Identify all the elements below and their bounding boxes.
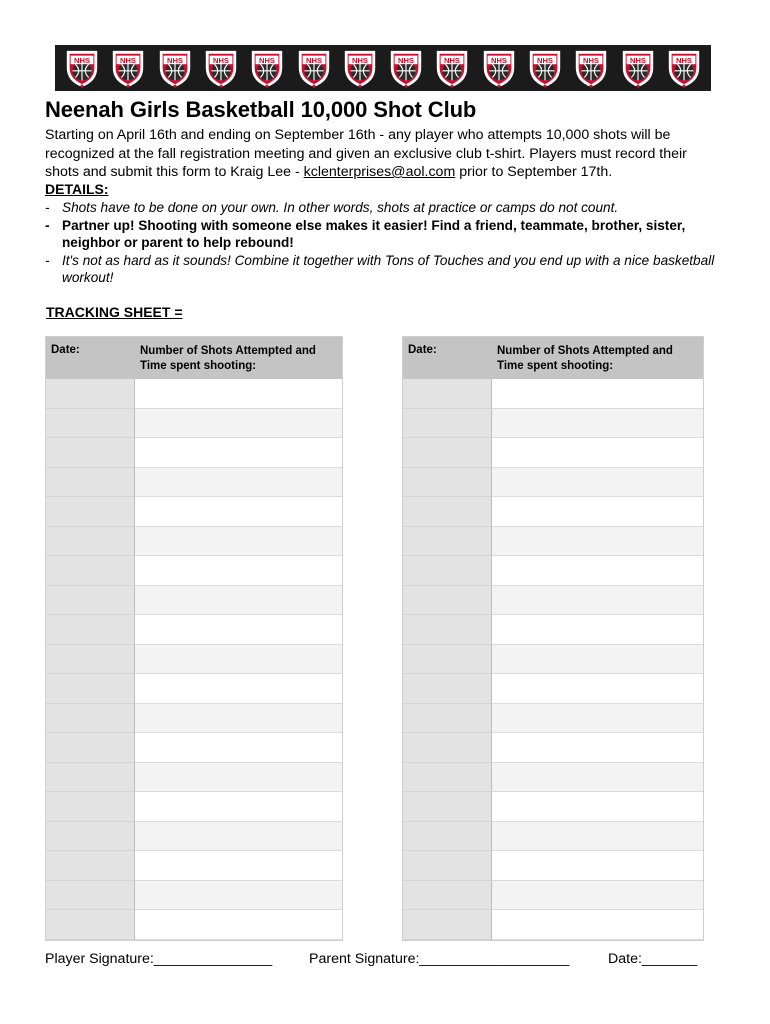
svg-text:NHS: NHS <box>536 55 553 65</box>
shots-cell[interactable] <box>135 881 342 911</box>
date-cell[interactable] <box>403 645 492 675</box>
shots-cell[interactable] <box>135 792 342 822</box>
details-item-text: It's not as hard as it sounds! Combine it together with Tons of Touches and you end up with a nice basketball workout! <box>62 252 715 285</box>
details-item-text: Shots have to be done on your own. In other words, shots at practice or camps do not count. <box>62 200 619 215</box>
shots-cell[interactable] <box>492 910 703 940</box>
table-row <box>403 822 703 852</box>
date-cell[interactable] <box>403 674 492 704</box>
svg-text:NHS: NHS <box>166 55 183 65</box>
table-row <box>46 468 342 498</box>
date-cell[interactable] <box>403 910 492 940</box>
date-cell[interactable] <box>46 910 135 940</box>
shots-cell[interactable] <box>135 704 342 734</box>
table-row <box>403 438 703 468</box>
shots-cell[interactable] <box>492 763 703 793</box>
table-row <box>403 674 703 704</box>
svg-text:NHS: NHS <box>398 55 415 65</box>
table-header <box>403 337 703 379</box>
table-row <box>403 615 703 645</box>
svg-text:NHS: NHS <box>490 55 507 65</box>
date-cell[interactable] <box>403 822 492 852</box>
tracking-table-right <box>402 336 704 941</box>
date-cell[interactable] <box>403 409 492 439</box>
details-item-text: Partner up! Shooting with someone else makes it easier! Find a friend, teammate, brother, sister, neighbor or parent to help rebound! <box>62 217 686 250</box>
intro-text: Starting on April 16th and ending on September 16th - any player who attempts 10,000 shots will be recognized at the fall registration meeting and given an exclusive club t-shirt. Players must record their shots and submit this form to Kraig Lee - <box>45 127 687 180</box>
shots-cell[interactable] <box>492 586 703 616</box>
table-row <box>403 881 703 911</box>
bullet: - <box>45 200 50 215</box>
date-cell[interactable] <box>403 438 492 468</box>
table-row <box>46 881 342 911</box>
nhs-shield-logo-icon <box>433 47 471 89</box>
shots-cell[interactable] <box>135 379 342 409</box>
date-cell[interactable] <box>403 851 492 881</box>
table-row <box>403 910 703 940</box>
shots-cell[interactable] <box>135 822 342 852</box>
table-body <box>46 379 342 940</box>
table-row <box>46 763 342 793</box>
bullet: - <box>45 252 50 268</box>
svg-text:NHS: NHS <box>120 55 137 65</box>
nhs-shield-logo-icon <box>526 47 564 89</box>
shots-cell[interactable] <box>135 527 342 557</box>
table-row <box>46 379 342 409</box>
date-cell[interactable] <box>403 586 492 616</box>
table-row <box>46 733 342 763</box>
shots-cell[interactable] <box>492 409 703 439</box>
table-row <box>46 645 342 675</box>
date-cell[interactable] <box>403 704 492 734</box>
table-row <box>46 615 342 645</box>
table-row <box>403 468 703 498</box>
table-row <box>46 438 342 468</box>
date-cell[interactable] <box>46 527 135 557</box>
date-cell[interactable] <box>403 792 492 822</box>
shots-cell[interactable] <box>492 468 703 498</box>
shots-cell[interactable] <box>492 704 703 734</box>
table-row <box>46 851 342 881</box>
svg-text:NHS: NHS <box>629 55 646 65</box>
shots-cell[interactable] <box>135 763 342 793</box>
date-cell[interactable] <box>46 586 135 616</box>
date-cell[interactable] <box>46 763 135 793</box>
nhs-shield-logo-icon <box>295 47 333 89</box>
details-item <box>45 217 721 252</box>
contact-email-link[interactable]: kclenterprises@aol.com <box>303 164 456 180</box>
shots-cell[interactable] <box>135 409 342 439</box>
shots-cell[interactable] <box>492 733 703 763</box>
tracking-sheet-heading: TRACKING SHEET = <box>46 304 183 320</box>
shots-cell[interactable] <box>135 733 342 763</box>
date-cell[interactable] <box>403 527 492 557</box>
nhs-shield-logo-icon <box>665 47 703 89</box>
svg-text:NHS: NHS <box>305 55 322 65</box>
shots-cell[interactable] <box>492 527 703 557</box>
table-row <box>403 409 703 439</box>
table-row <box>403 792 703 822</box>
shots-column-header: Number of Shots Attempted and Time spent shooting: <box>497 345 673 372</box>
nhs-shield-logo-icon <box>572 47 610 89</box>
nhs-shield-logo-icon <box>248 47 286 89</box>
date-cell[interactable] <box>403 468 492 498</box>
svg-text:NHS: NHS <box>675 55 692 65</box>
table-row <box>46 586 342 616</box>
shots-cell[interactable] <box>135 468 342 498</box>
date-cell[interactable] <box>46 674 135 704</box>
date-cell[interactable] <box>46 615 135 645</box>
shots-cell[interactable] <box>135 674 342 704</box>
svg-text:NHS: NHS <box>74 55 91 65</box>
date-cell[interactable] <box>403 379 492 409</box>
table-row <box>46 792 342 822</box>
date-cell[interactable] <box>46 704 135 734</box>
shots-column-header: Number of Shots Attempted and Time spent shooting: <box>140 345 316 372</box>
details-list <box>45 199 721 287</box>
details-item <box>45 252 721 287</box>
svg-text:NHS: NHS <box>212 55 230 65</box>
shots-cell[interactable] <box>135 586 342 616</box>
table-row <box>403 645 703 675</box>
nhs-shield-logo-icon <box>202 47 240 89</box>
shots-cell[interactable] <box>135 556 342 586</box>
shots-cell[interactable] <box>135 910 342 940</box>
shots-cell[interactable] <box>135 851 342 881</box>
nhs-shield-logo-icon <box>480 47 518 89</box>
table-row <box>403 527 703 557</box>
shots-cell[interactable] <box>492 645 703 675</box>
date-cell[interactable] <box>46 556 135 586</box>
shots-cell[interactable] <box>492 615 703 645</box>
bullet: - <box>45 217 50 233</box>
table-row <box>46 556 342 586</box>
date-cell[interactable] <box>403 615 492 645</box>
parent-signature-field[interactable]: Parent Signature:___________________ <box>309 951 570 967</box>
details-item <box>45 199 721 217</box>
date-cell[interactable] <box>46 379 135 409</box>
nhs-shield-logo-icon <box>619 47 657 89</box>
logo-banner <box>55 45 711 91</box>
date-cell[interactable] <box>46 851 135 881</box>
date-cell[interactable] <box>403 497 492 527</box>
svg-text:NHS: NHS <box>444 55 461 65</box>
date-cell[interactable] <box>46 822 135 852</box>
table-row <box>46 910 342 940</box>
table-header <box>46 337 342 379</box>
date-cell[interactable] <box>46 438 135 468</box>
date-cell[interactable] <box>46 881 135 911</box>
table-row <box>403 497 703 527</box>
shots-cell[interactable] <box>492 438 703 468</box>
shots-cell[interactable] <box>492 674 703 704</box>
date-cell[interactable] <box>46 468 135 498</box>
table-row <box>46 674 342 704</box>
date-cell[interactable] <box>403 763 492 793</box>
shots-cell[interactable] <box>135 438 342 468</box>
date-cell[interactable] <box>403 733 492 763</box>
table-row <box>403 379 703 409</box>
table-row <box>403 556 703 586</box>
table-row <box>46 704 342 734</box>
nhs-shield-logo-icon <box>156 47 194 89</box>
nhs-shield-logo-icon <box>109 47 147 89</box>
table-row <box>46 409 342 439</box>
date-cell[interactable] <box>46 645 135 675</box>
page-title: Neenah Girls Basketball 10,000 Shot Club <box>45 97 477 122</box>
intro-text-end: prior to September 17th. <box>455 164 613 180</box>
svg-text:NHS: NHS <box>259 55 276 65</box>
svg-text:NHS: NHS <box>351 55 368 65</box>
intro-paragraph <box>45 126 721 182</box>
table-row <box>403 733 703 763</box>
shots-cell[interactable] <box>492 497 703 527</box>
table-row <box>403 586 703 616</box>
tracking-table-left <box>45 336 343 941</box>
date-cell[interactable] <box>403 556 492 586</box>
date-cell[interactable] <box>46 497 135 527</box>
shots-cell[interactable] <box>492 792 703 822</box>
table-row <box>403 763 703 793</box>
shots-cell[interactable] <box>492 851 703 881</box>
table-row <box>46 822 342 852</box>
shots-cell[interactable] <box>135 615 342 645</box>
date-field[interactable]: Date:_______ <box>608 951 698 967</box>
table-body <box>403 379 703 940</box>
nhs-shield-logo-icon <box>63 47 101 89</box>
table-row <box>46 527 342 557</box>
shots-cell[interactable] <box>135 497 342 527</box>
date-column-header: Date: <box>51 344 80 356</box>
date-cell[interactable] <box>46 792 135 822</box>
table-row <box>403 704 703 734</box>
date-column-header: Date: <box>408 344 437 356</box>
nhs-shield-logo-icon <box>387 47 425 89</box>
shots-cell[interactable] <box>492 379 703 409</box>
shots-cell[interactable] <box>492 881 703 911</box>
svg-text:NHS: NHS <box>583 55 600 65</box>
shots-cell[interactable] <box>492 822 703 852</box>
details-heading: DETAILS: <box>45 181 109 197</box>
table-row <box>46 497 342 527</box>
nhs-shield-logo-icon <box>341 47 379 89</box>
date-cell[interactable] <box>46 733 135 763</box>
shots-cell[interactable] <box>492 556 703 586</box>
table-row <box>403 851 703 881</box>
date-cell[interactable] <box>46 409 135 439</box>
player-signature-field[interactable]: Player Signature:_______________ <box>45 951 273 967</box>
date-cell[interactable] <box>403 881 492 911</box>
shots-cell[interactable] <box>135 645 342 675</box>
